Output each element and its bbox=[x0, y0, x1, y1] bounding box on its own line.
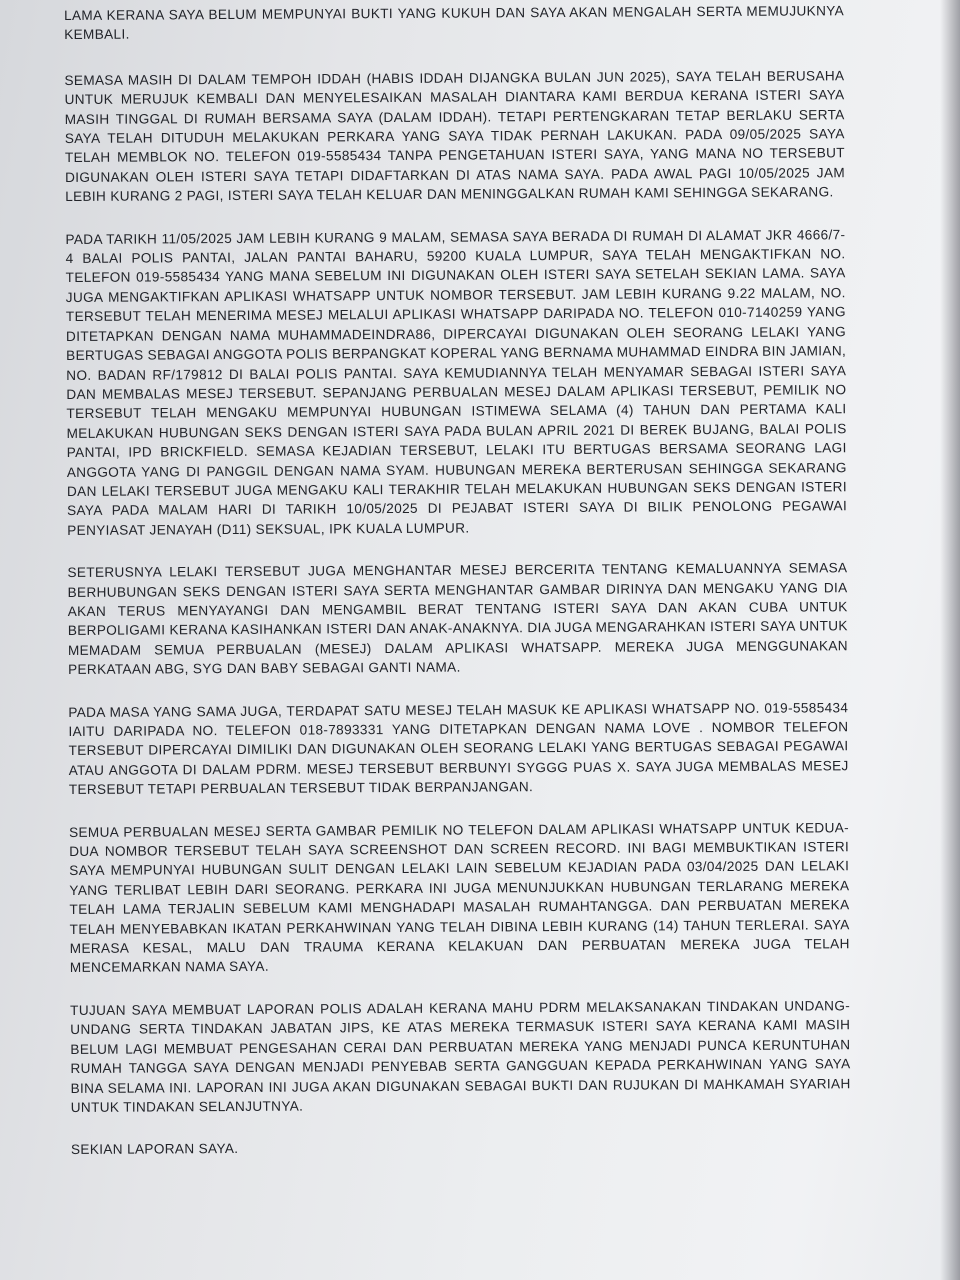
report-body bbox=[64, 1, 851, 1182]
paragraph-iddah-period: SEMASA MASIH DI DALAM TEMPOH IDDAH (HABIS IDDAH DIJANGKA BULAN JUN 2025), SAYA TELAH BERUSAHA UNTUK MERUJUK KEMBALI DAN MENYELESAIKAN MASALAH DIANTARA KAMI BERDUA KERANA ISTERI SAYA MASIH TINGGAL DI RUMAH BERSAMA SAYA (DALAM IDDAH). TETAPI PERTENGKARAN TETAP BERLAKU SERTA SAYA TELAH DITUDUH MELAKUKAN PERKARA YANG SAYA TIDAK PERNAH LAKUKAN. PADA 09/05/2025 SAYA TELAH MEMBLOK NO. TELEFON 019-5585434 TANPA PENGETAHUAN ISTERI SAYA, YANG MANA NO TERSEBUT DIGUNAKAN OLEH ISTERI SAYA TETAPI DIDAFTARKAN DI ATAS NAMA SAYA. PADA AWAL PAGI 10/05/2025 JAM LEBIH KURANG 2 PAGI, ISTERI SAYA TELAH KELUAR DAN MENINGGALKAN RUMAH KAMI SEHINGGA SEKARANG. bbox=[64, 68, 846, 205]
paragraph-evidence: SEMUA PERBUALAN MESEJ SERTA GAMBAR PEMILIK NO TELEFON DALAM APLIKASI WHATSAPP UNTUK KEDUA-DUA NOMBOR TERSEBUT TELAH SAYA SCREENSHOT DAN SCREEN RECORD. INI BAGI MEMBUKTIKAN ISTERI SAYA MEMPUNYAI HUBUNGAN SULIT DENGAN LELAKI LAIN SEBELUM KEJADIAN PADA 03/04/2025 DAN LELAKI YANG TERLIBAT LEBIH DARI SEORANG. PERKARA INI JUGA MENUNJUKKAN HUBUNGAN TERLARANG MEREKA TELAH LAMA TERJALIN SEBELUM KAMI MENGHADAPI MASALAH RUMAHTANGGA. DAN PERBUATAN MEREKA TELAH MENYEBABKAN IKATAN PERKAHWINAN YANG TELAH DIBINA LEBIH KURANG (14) TAHUN TERLERAI. SAYA MERASA KESAL, MALU DAN TRAUMA KERANA KELAKUAN DAN PERBUATAN MEREKA JUGA TELAH MENCEMARKAN NAMA SAYA. bbox=[69, 819, 850, 976]
paragraph-second-number: PADA MASA YANG SAMA JUGA, TERDAPAT SATU MESEJ TELAH MASUK KE APLIKASI WHATSAPP NO. 019-5585434 IAITU DARIPADA NO. TELEFON 018-7893331 YANG DITETAPKAN DENGAN NAMA LOVE . NOMBOR TELEFON TERSEBUT DIPERCAYAI DIMILIKI DAN DIGUNAKAN OLEH SEORANG LELAKI YANG BERTUGAS SEBAGAI PEGAWAI ATAU ANGGOTA DI DALAM PDRM. MESEJ TERSEBUT BERBUNYI SYGGG PUAS X. SAYA JUGA MEMBALAS MESEJ TERSEBUT TETAPI PERBUALAN TERSEBUT TIDAK BERPANJANGAN. bbox=[68, 699, 849, 798]
paragraph-further-messages: SETERUSNYA LELAKI TERSEBUT JUGA MENGHANTAR MESEJ BERCERITA TENTANG KEMALUANNYA SEMASA BERHUBUNGAN SEKS DENGAN ISTERI SAYA SERTA MENGHANTAR GAMBAR DIRINYA DAN MENGAKU YANG DIA AKAN TERUS MENYAYANGI DAN MENGAMBIL BERAT TENTANG ISTERI SAYA DAN AKAN CUBA UNTUK BERPOLIGAMI KERANA KASIHANKAN ISTERI DAN ANAK-ANAKNYA. DIA JUGA MENGARAHKAN ISTERI SAYA UNTUK MEMADAM SEMUA PERBUALAN (MESEJ) DALAM APLIKASI WHATSAPP. MEREKA JUGA MENGGUNAKAN PERKATAAN ABG, SYG DAN BABY SEBAGAI GANTI NAMA. bbox=[67, 560, 848, 678]
paragraph-closing: SEKIAN LAPORAN SAYA. bbox=[70, 1141, 239, 1158]
paragraph-intro-continuation: LAMA KERANA SAYA BELUM MEMPUNYAI BUKTI YANG KUKUH DAN SAYA AKAN MENGALAH SERTA MEMUJUKNYA KEMBALI. bbox=[64, 3, 845, 43]
paragraph-whatsapp-discovery: PADA TARIKH 11/05/2025 JAM LEBIH KURANG 9 MALAM, SEMASA SAYA BERADA DI RUMAH DI ALAMAT JKR 4666/7-4 BALAI POLIS PANTAI, JALAN PANTAI BAHARU, 59200 KUALA LUMPUR, SAYA TELAH MENGAKTIFKAN NO. TELEFON 019-5585434 YANG MANA SEBELUM INI DIGUNAKAN OLEH ISTERI SAYA SETELAH SEKIAN LAMA. SAYA JUGA MENGAKTIFKAN APLIKASI WHATSAPP UNTUK NOMBOR TERSEBUT. JAM LEBIH KURANG 9.22 MALAM, NO. TERSEBUT TELAH MENERIMA MESEJ MELALUI APLIKASI WHATSAPP DARIPADA NO. TELEFON 010-7140259 YANG DITETAPKAN DENGAN NAMA MUHAMMADEINDRA86, DIPERCAYAI DIGUNAKAN OLEH SEORANG LELAKI YANG BERTUGAS SEBAGAI ANGGOTA POLIS BERPANGKAT KOPERAL YANG BERNAMA MUHAMMAD EINDRA BIN JAMIAN, NO. BADAN RF/179812 DI BALAI POLIS PANTAI. SAYA KEMUDIANNYA TELAH MENYAMAR SEBAGAI ISTERI SAYA DAN MEMBALAS MESEJ TERSEBUT. SEPANJANG PERBUALAN MESEJ DALAM APLIKASI TERSEBUT, PEMILIK NO TERSEBUT TELAH MENGAKU MEMPUNYAI HUBUNGAN ISTIMEWA SELAMA (4) TAHUN DAN PERTAMA KALI MELAKUKAN HUBUNGAN SEKS DENGAN ISTERI SAYA PADA BULAN APRIL 2021 DI BEREK BUJANG, BALAI POLIS PANTAI, IPD BRICKFIELD. SEMASA KEJADIAN TERSEBUT, LELAKI ITU BERTUGAS BERSAMA SEORANG LAGI ANGGOTA YANG DI PANGGIL DENGAN NAMA SYAM. HUBUNGAN MEREKA BERTERUSAN SEHINGGA SEKARANG DAN LELAKI TERSEBUT JUGA MENGAKU KALI TERAKHIR TELAH MELAKUKAN HUBUNGAN SEKS DENGAN ISTERI SAYA PADA MALAM HARI DI TARIKH 10/05/2025 DI PEJABAT ISTERI SAYA DI BILIK PENOLONG PEGAWAI PENYIASAT JENAYAH (D11) SEKSUAL, IPK KUALA LUMPUR. bbox=[65, 226, 848, 538]
paragraph-purpose: TUJUAN SAYA MEMBUAT LAPORAN POLIS ADALAH KERANA MAHU PDRM MELAKSANAKAN TINDAKAN UNDANG-UNDANG SERTA TINDAKAN JABATAN JIPS, KE ATAS MEREKA TERMASUK ISTERI SAYA KERANA KAMI MASIH BELUM LAGI MEMBUAT PENGESAHAN CERAI DAN PERBUATAN MEREKA YANG MENJADI PUNCA KERUNTUHAN RUMAH TANGGA SAYA DENGAN MENJADI PENYEBAB SERTA GANGGUAN KEPADA PERKAHWINAN YANG SAYA BINA SELAMA INI. LAPORAN INI JUGA AKAN DIGUNAKAN SEBAGAI BUKTI DAN RUJUKAN DI MAHKAMAH SYARIAH UNTUK TINDAKAN SELANJUTNYA. bbox=[70, 998, 851, 1115]
